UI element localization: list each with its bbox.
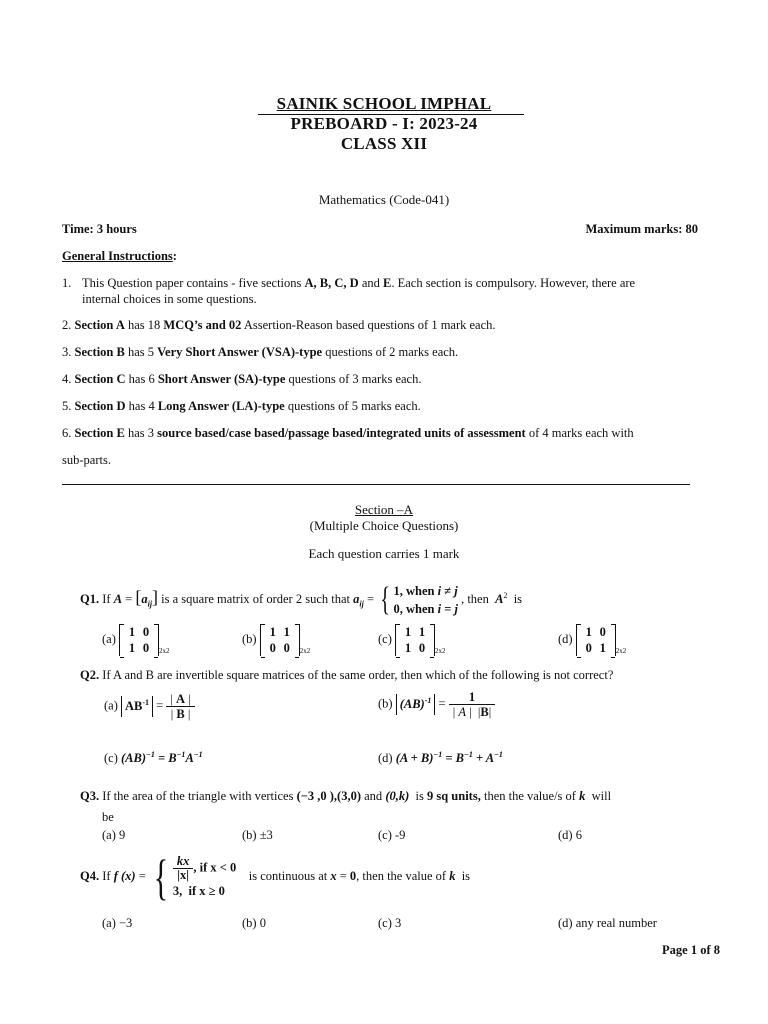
section-marks: Each question carries 1 mark [308,546,460,561]
q1-option-d: (d) 1 0 0 1 $_{2x2}$ [558,625,627,655]
q2-option-d: (d) $(A + B)^{-1} = B^{-1} + A^{-1}$ [378,750,503,766]
q3-option-a: (a) 9 [102,828,126,842]
question-1: Q1. If $A = [a_{ij}]$ is a square matrix of order 2 such that $a_{ij}$ = { 1, when i ≠ j 0, when i = j , then $A^2$ is [80,581,523,619]
instruction-item-continued: internal choices in some questions. [82,292,257,306]
instruction-item: 3. Section B has 5 Very Short Answer (VSA)-type questions of 2 marks each. [62,345,459,359]
q1-option-b: (b) 1 1 0 0 $_{2x2}$ [242,625,311,655]
instructions-heading: General Instructions: [62,249,177,263]
page-number: Page 1 of 8 [662,943,720,957]
instruction-item: 5. Section D has 4 Long Answer (LA)-type questions of 5 marks each. [62,399,421,413]
section-subtitle: (Multiple Choice Questions) [309,518,459,533]
exam-title: PREBOARD - I: 2023-24 [290,114,478,133]
class-title: CLASS XII [340,134,428,153]
question-3: Q3. If the area of the triangle with vertices (−3 ,0 ),(3,0) and (0,k) is 9 sq units, then the value/s of k will [80,789,612,803]
q1-option-a: (a) 1 0 1 0 $_{2x2}$ [102,625,170,655]
question-4: Q4. If f (x) = { $\frac{kx}{|x|}$ , if x < 0 3, if x ≥ 0 is continuous at x = 0, then the value of k is [80,849,471,905]
instruction-item: This Question paper contains - five sections A, B, C, D and E. Each section is compulsory. However, there are [82,276,636,290]
q4-option-b: (b) 0 [242,916,266,930]
instruction-item: 2. Section A has 18 MCQ’s and 02 Assertion-Reason based questions of 1 mark each. [62,318,496,332]
instruction-item: 1. [62,276,72,290]
q4-option-d: (d) any real number [558,916,657,930]
q3-option-d: (d) 6 [558,828,582,842]
instruction-item: 6. Section E has 3 source based/case based/passage based/integrated units of assessment of 4 marks each with [62,426,634,440]
instruction-item: 4. Section C has 6 Short Answer (SA)-type questions of 3 marks each. [62,372,422,386]
instruction-item-continued: sub-parts. [62,453,111,467]
school-name: SAINIK SCHOOL IMPHAL [276,94,492,113]
q3-option-b: (b) ±3 [242,828,273,842]
q2-option-a: (a) $AB^{-1}$ = $\frac{| A |}{| B |}$ [104,692,195,721]
question-2: Q2. If A and B are invertible square matrices of the same order, then which of the following is not correct? [80,668,614,682]
q3-option-c: (c) -9 [378,828,406,842]
q2-option-b: (b) (AB)$^{-1}$ = $\frac{1}{| A | |B|}$ [378,690,495,719]
matrix: 1 0 0 1 [576,624,616,656]
time-allowed: Time: 3 hours [62,222,137,236]
q4-option-a: (a) −3 [102,916,133,930]
subject-line: Mathematics (Code-041) [318,192,450,207]
horizontal-divider [62,484,690,485]
matrix: 1 1 0 0 [260,624,300,656]
section-title: Section –A [354,502,414,517]
q4-option-c: (c) 3 [378,916,402,930]
maximum-marks: Maximum marks: 80 [585,222,698,236]
matrix: 1 0 1 0 [119,624,159,656]
q1-option-c: (c) 1 1 1 0 $_{2x2}$ [378,625,446,655]
question-3-continued: be [102,810,114,824]
matrix: 1 1 1 0 [395,624,435,656]
q2-option-c: (c) $(AB)^{-1} = B^{-1}A^{-1}$ [104,750,203,766]
